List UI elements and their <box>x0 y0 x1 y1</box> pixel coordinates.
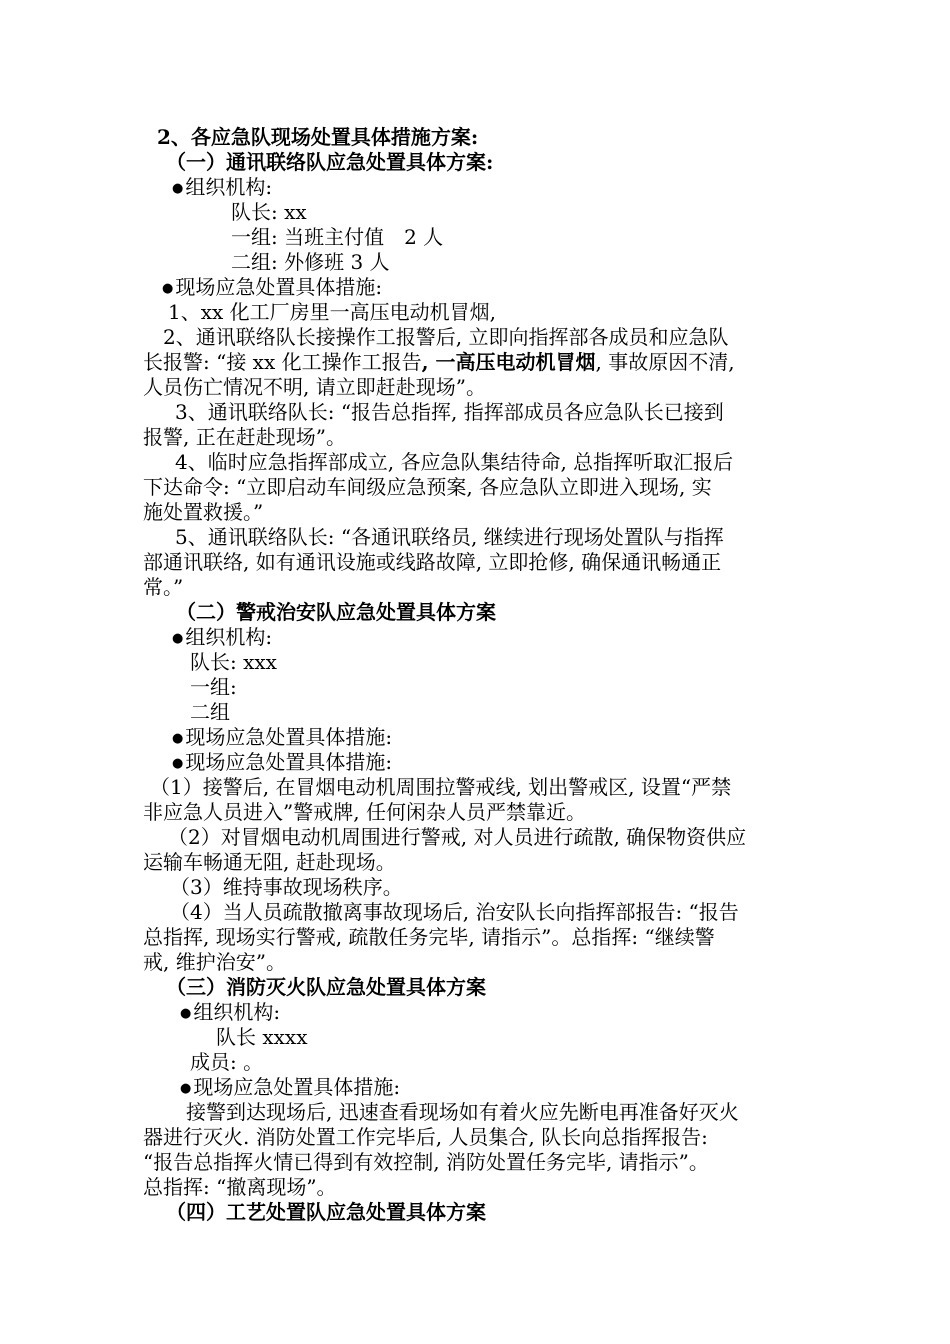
s1-line-2a: 2、通讯联络队长接操作工报警后, 立即向指挥部各成员和应急队 <box>163 325 729 349</box>
s3-heading: （三）消防灭火队应急处置具体方案 <box>166 975 486 999</box>
section-title: 2、各应急队现场处置具体措施方案: <box>157 125 479 149</box>
s2-item-4b: 总指挥, 现场实行警戒, 疏散任务完毕, 请指示”。总指挥: “继续警 <box>143 925 715 949</box>
s3-text-4: 总指挥: “撤离现场”。 <box>143 1175 337 1199</box>
s1-line-5a: 5、通讯联络队长: “各通讯联络员, 继续进行现场处置队与指挥 <box>175 525 724 549</box>
s3-text-2: 器进行灭火. 消防处置工作完毕后, 人员集合, 队长向总指挥报告: <box>143 1125 708 1149</box>
s3-text-3: “报告总指挥火情已得到有效控制, 消防处置任务完毕, 请指示”。 <box>143 1150 709 1174</box>
s1-line-2b <box>143 349 735 375</box>
s2-item-1a: （1）接警后, 在冒烟电动机周围拉警戒线, 划出警戒区, 设置“严禁 <box>150 775 732 799</box>
s2-item-1b: 非应急人员进入”警戒牌, 任何闲杂人员严禁靠近。 <box>143 800 586 824</box>
s2-item-2b: 运输车畅通无阻, 赶赴现场。 <box>143 850 396 874</box>
s1-group1: 一组: 当班主付值 2 人 <box>231 225 444 249</box>
s1-heading: （一）通讯联络队应急处置具体方案: <box>166 150 494 174</box>
s3-captain: 队长 xxxx <box>216 1025 308 1049</box>
s2-group1: 一组: <box>190 675 237 699</box>
s2-heading: （二）警戒治安队应急处置具体方案 <box>176 600 496 624</box>
s1-line-1: 1、xx 化工厂房里一高压电动机冒烟, <box>168 300 496 324</box>
s1-line-2b-post: , 事故原因不清, <box>595 350 735 374</box>
s2-item-3: （3）维持事故现场秩序。 <box>170 875 403 899</box>
s2-measures-label-2: ● 现场应急处置具体措施: <box>172 749 392 779</box>
s2-item-4a: （4）当人员疏散撤离事故现场后, 治安队长向指挥部报告: “报告 <box>170 900 739 924</box>
s2-org-label: ● 组织机构: <box>172 624 272 654</box>
s3-text-1: 接警到达现场后, 迅速查看现场如有着火应先断电再准备好灭火 <box>186 1100 739 1124</box>
s1-line-5b: 部通讯联络, 如有通讯设施或线路故障, 立即抢修, 确保通讯畅通正 <box>143 550 722 574</box>
s1-org-label: ● 组织机构: <box>172 174 272 204</box>
s2-measures-label-1: ● 现场应急处置具体措施: <box>172 724 392 754</box>
s2-group2: 二组 <box>190 700 230 724</box>
s1-line-3b: 报警, 正在赶赴现场”。 <box>143 425 346 449</box>
s1-line-2c: 人员伤亡情况不明, 请立即赶赴现场”。 <box>143 375 486 399</box>
s4-heading: （四）工艺处置队应急处置具体方案 <box>166 1200 486 1224</box>
s1-line-2b-pre: 长报警: “接 xx 化工操作工报告 <box>143 350 422 374</box>
s1-group2: 二组: 外修班 3 人 <box>231 250 390 274</box>
s1-line-2b-bold: , 一高压电动机冒烟 <box>421 350 596 374</box>
s3-org-label: ● 组织机构: <box>180 999 280 1029</box>
s2-item-2a: （2）对冒烟电动机周围进行警戒, 对人员进行疏散, 确保物资供应 <box>168 825 747 849</box>
s3-members: 成员: 。 <box>190 1050 264 1074</box>
s1-captain: 队长: xx <box>231 200 307 224</box>
s2-captain: 队长: xxx <box>190 650 277 674</box>
s1-line-4b: 下达命令: “立即启动车间级应急预案, 各应急队立即进入现场, 实 <box>143 475 712 499</box>
s1-line-4a: 4、临时应急指挥部成立, 各应急队集结待命, 总指挥听取汇报后 <box>175 450 734 474</box>
s3-measures-label: ● 现场应急处置具体措施: <box>180 1074 400 1104</box>
s2-item-4c: 戒, 维护治安”。 <box>143 950 286 974</box>
s1-line-3a: 3、通讯联络队长: “报告总指挥, 指挥部成员各应急队长已接到 <box>175 400 724 424</box>
s1-measures-label: ● 现场应急处置具体措施: <box>162 274 382 304</box>
s1-line-4c: 施处置救援。” <box>143 500 264 524</box>
s1-line-5c: 常。” <box>143 575 184 599</box>
